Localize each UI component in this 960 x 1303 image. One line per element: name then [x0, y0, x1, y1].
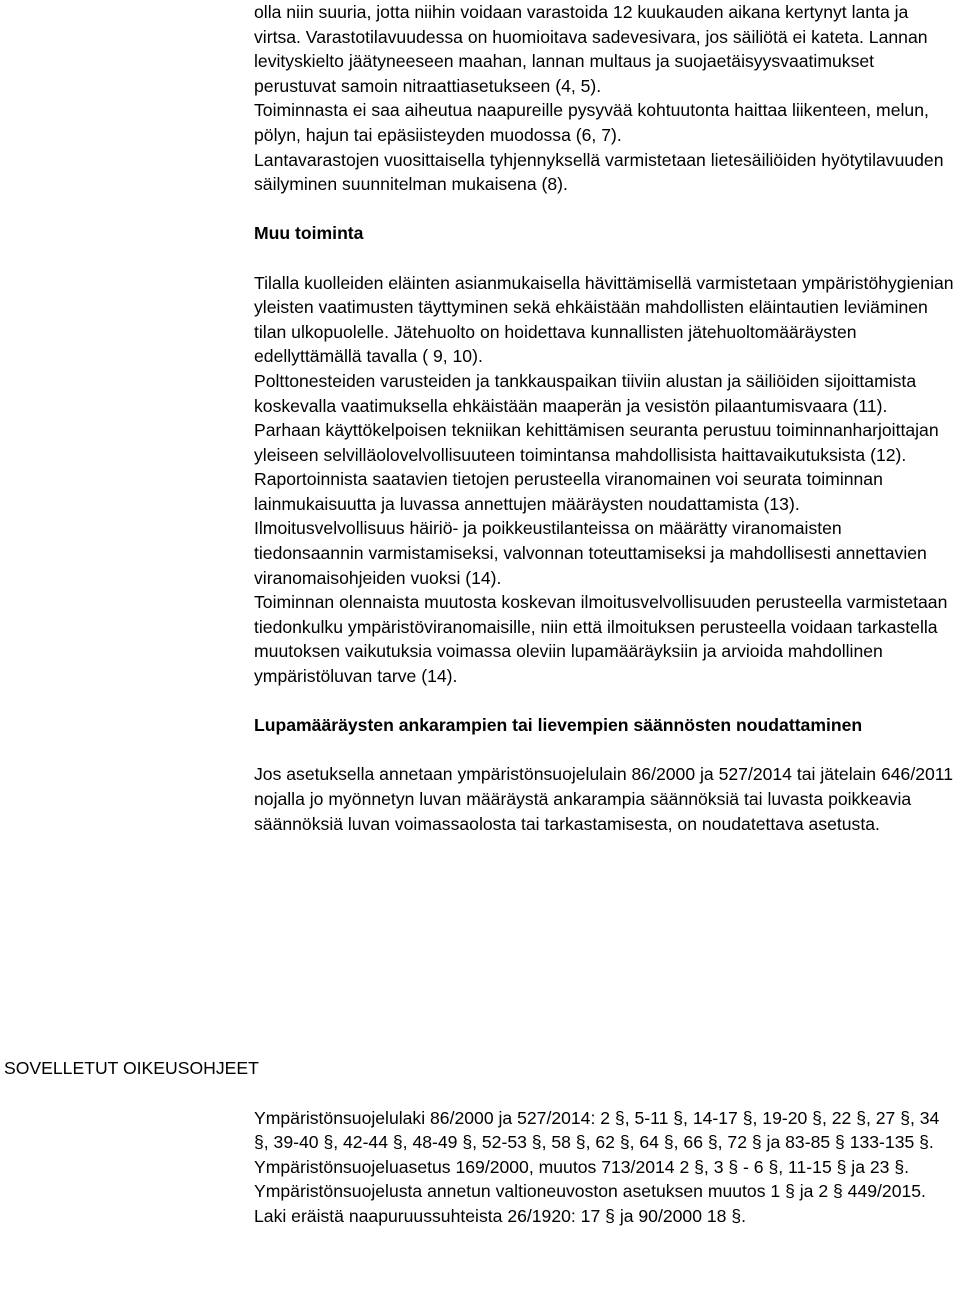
section-label-sovelletut: SOVELLETUT OIKEUSOHJEET	[4, 1058, 259, 1078]
heading-lupamaaraykset: Lupamääräysten ankarampien tai lievempien säännösten noudattaminen	[254, 715, 863, 736]
reference-item: Ympäristönsuojelulaki 86/2000 ja 527/2014: 2 §, 5-11 §, 14-17 §, 19-20 §, 22 §, 27 §, 34 §, 39-40 §, 42-44 §, 48-49 §, 52-53 §, 58 §, 62 §, 64 §, 66 §, 72 § ja 83-85 § 133-135 §.	[254, 1108, 940, 1153]
reference-item: Laki eräistä naapuruussuhteista 26/1920: 17 § ja 90/2000 18 §.	[254, 1205, 747, 1226]
document-body	[254, 0, 954, 836]
legal-references	[254, 1106, 954, 1228]
paragraph-manure-storage: olla niin suuria, jotta niihin voidaan varastoida 12 kuukauden aikana kertynyt lanta ja virtsa. Varastotilavuudessa on huomioitava sadevesivara, jos säiliötä ei kateta. Lannan levityskielto jäätyneeseen maahan, lannan multaus ja suojaetäisyysvaatimukset perustuvat samoin nitraattiasetukseen (4, 5).	[254, 2, 928, 96]
paragraph-dead-animals: Tilalla kuolleiden eläinten asianmukaisella hävittämisellä varmistetaan ympäristöhygienian yleisten vaatimusten täyttyminen sekä ehkäistään mahdollisten eläintautien leviäminen tilan ulkopuolelle. Jätehuolto on hoidettava kunnallisten jätehuoltomääräysten edellyttämällä tavalla ( 9, 10).	[254, 272, 954, 367]
paragraph-fuel: Polttonesteiden varusteiden ja tankkauspaikan tiiviin alustan ja säiliöiden sijoittamista koskevalla vaatimuksella ehkäistään maaperän ja vesistön pilaantumisvaara (11).	[254, 370, 917, 416]
paragraph-reporting: Raportoinnista saatavien tietojen perusteella viranomainen voi seurata toiminnan lainmukaisuutta ja luvassa annettujen määräysten noudattamista (13).	[254, 469, 883, 514]
paragraph-neighbors: Toiminnasta ei saa aiheutua naapureille pysyvää kohtuutonta haittaa liikenteen, melun, pölyn, hajun tai epäsiisteyden muodossa (6, 7).	[254, 100, 929, 145]
reference-item: Ympäristönsuojeluasetus 169/2000, muutos 713/2014 2 §, 3 § - 6 §, 11-15 § ja 23 §.	[254, 1156, 909, 1177]
reference-item: Ympäristönsuojelusta annetun valtioneuvoston asetuksen muutos 1 § ja 2 § 449/2015.	[254, 1181, 926, 1202]
paragraph-incidents: Ilmoitusvelvollisuus häiriö- ja poikkeustilanteissa on määrätty viranomaisten tiedonsaannin varmistamiseksi, valvonnan toteuttamiseksi ja mahdollisesti annettavien viranomaisohjeiden vuoksi (14).	[254, 518, 927, 588]
paragraph-emptying: Lantavarastojen vuosittaisella tyhjennyksellä varmistetaan lietesäiliöiden hyötytilavuuden säilyminen suunnitelman mukaisena (8).	[254, 149, 944, 195]
heading-muu-toiminta: Muu toiminta	[254, 223, 364, 244]
paragraph-bat: Parhaan käyttökelpoisen tekniikan kehittämisen seuranta perustuu toiminnanharjoittajan yleiseen selvilläolovelvollisuuteen toimintansa mahdollisista haittavaikutuksista (12).	[254, 420, 939, 465]
paragraph-changes: Toiminnan olennaista muutosta koskevan ilmoitusvelvollisuuden perusteella varmistetaan tiedonkulku ympäristöviranomaisille, niin että ilmoituksen perusteella voidaan tarkastella muutoksen vaikutuksia voimassa oleviin lupamääräyksiin ja arvioida mahdollinen ympäristöluvan tarve (14).	[254, 592, 948, 687]
paragraph-regulation: Jos asetuksella annetaan ympäristönsuojelulain 86/2000 ja 527/2014 tai jätelain 646/2011 nojalla jo myönnetyn luvan määräystä ankarampia säännöksiä tai luvasta poikkeavia säännöksiä luvan voimassaolosta tai tarkastamisesta, on noudatettava asetusta.	[254, 764, 954, 834]
